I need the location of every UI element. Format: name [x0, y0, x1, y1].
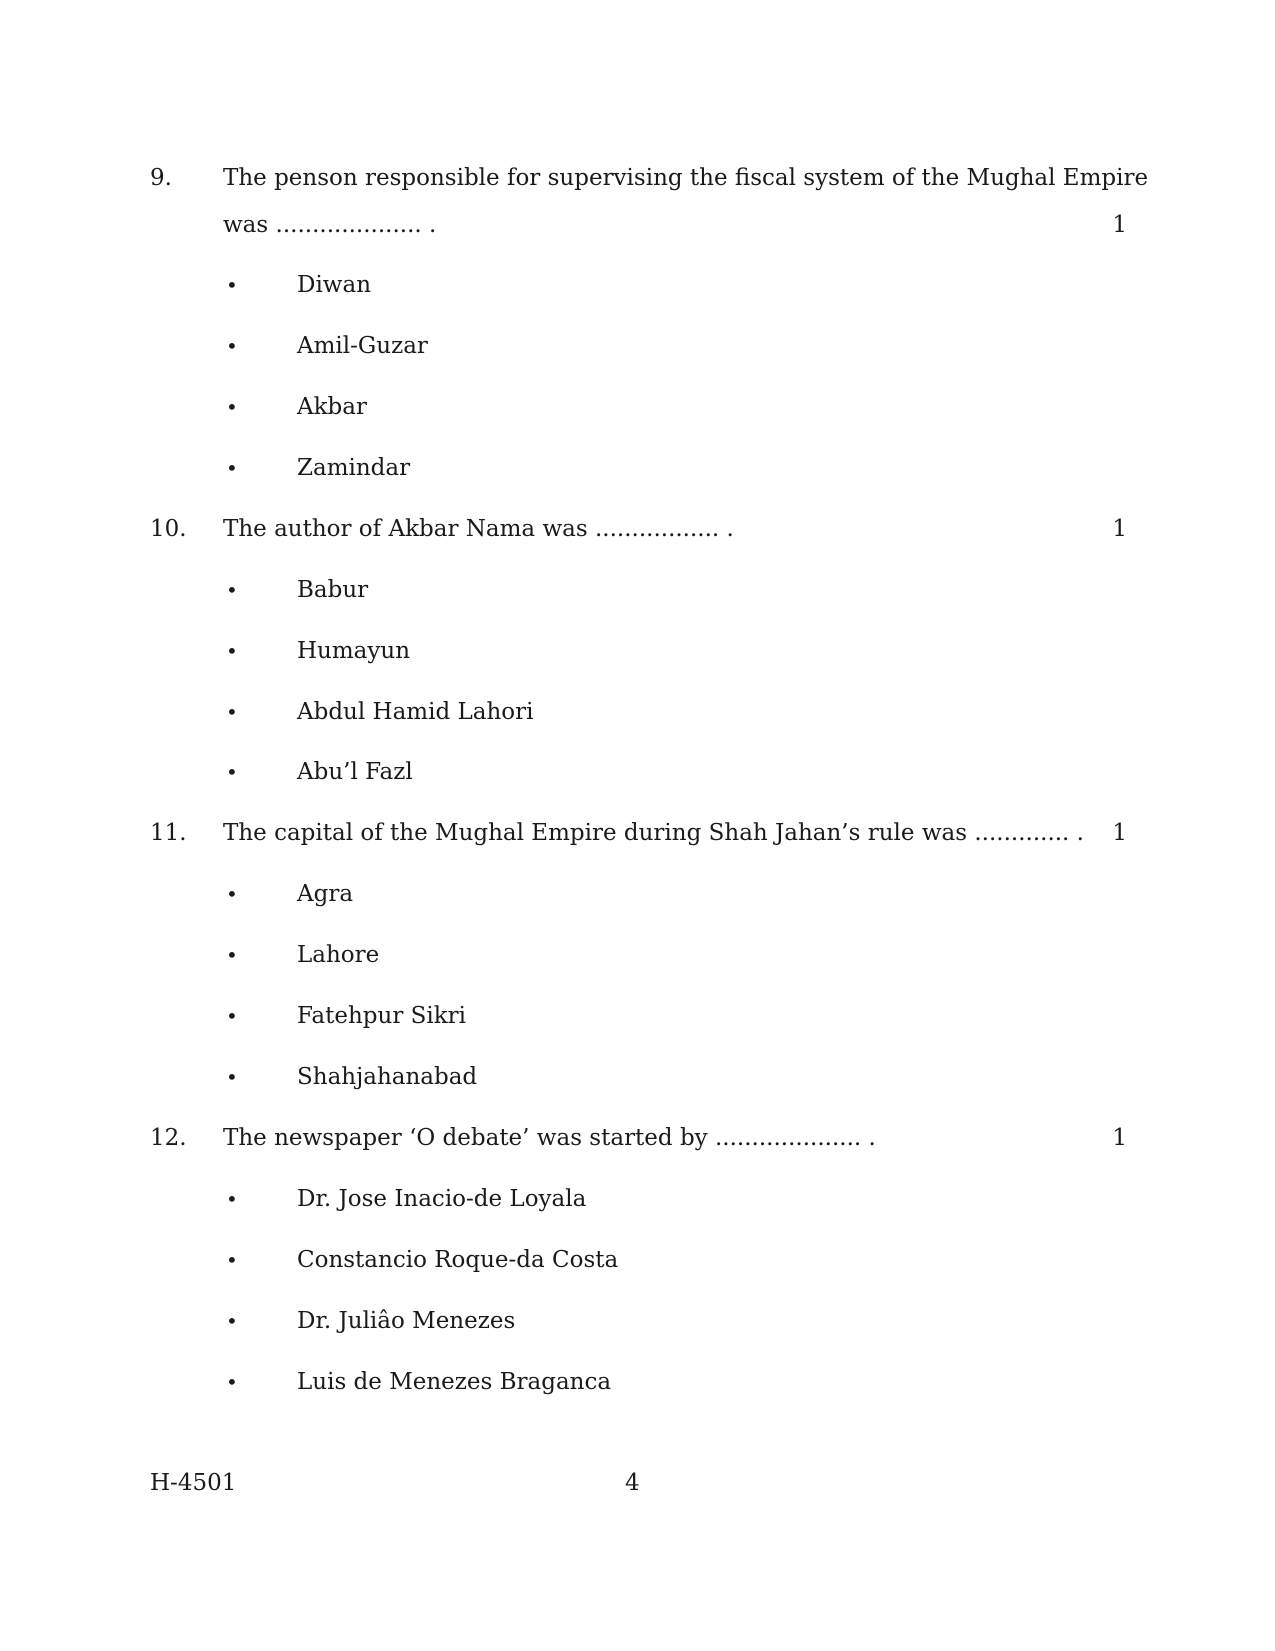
option-text: Zamindar [297, 455, 411, 481]
option-text: Lahore [297, 942, 380, 968]
bullet-icon: • [226, 1248, 238, 1272]
option-text: Fatehpur Sikri [297, 1003, 467, 1029]
option-text: Abu’l Fazl [297, 759, 413, 785]
option-text: Agra [297, 881, 354, 907]
bullet-icon: • [226, 395, 238, 419]
question-number: 12. [150, 1125, 187, 1151]
bullet-icon: • [226, 1065, 238, 1089]
bullet-icon: • [226, 639, 238, 663]
option-text: Luis de Menezes Braganca [297, 1369, 612, 1395]
option-text: Shahjahanabad [297, 1064, 478, 1090]
bullet-icon: • [226, 1370, 238, 1394]
paper-code: H-4501 [150, 1470, 237, 1496]
page-number: 4 [625, 1470, 640, 1496]
option-text: Akbar [297, 394, 367, 420]
option-text: Dr. Jose Inacio-de Loyala [297, 1186, 587, 1212]
bullet-icon: • [226, 334, 238, 358]
bullet-icon: • [226, 1309, 238, 1333]
bullet-icon: • [226, 1004, 238, 1028]
bullet-icon: • [226, 700, 238, 724]
question-text-continued: was .................... . [223, 212, 437, 238]
question-number: 10. [150, 516, 187, 542]
bullet-icon: • [226, 578, 238, 602]
question-number: 9. [150, 165, 172, 191]
question-marks: 1 [1112, 516, 1127, 542]
bullet-icon: • [226, 273, 238, 297]
option-text: Amil-Guzar [297, 333, 428, 359]
question-text: The author of Akbar Nama was ................. . [223, 516, 734, 542]
question-marks: 1 [1112, 212, 1127, 238]
option-text: Babur [297, 577, 369, 603]
question-text: The capital of the Mughal Empire during Shah Jahan’s rule was ............. . [223, 820, 1084, 846]
option-text: Constancio Roque-da Costa [297, 1247, 619, 1273]
bullet-icon: • [226, 760, 238, 784]
bullet-icon: • [226, 1187, 238, 1211]
question-marks: 1 [1112, 1125, 1127, 1151]
option-text: Abdul Hamid Lahori [297, 699, 534, 725]
option-text: Humayun [297, 638, 411, 664]
question-marks: 1 [1112, 820, 1127, 846]
bullet-icon: • [226, 882, 238, 906]
option-text: Diwan [297, 272, 372, 298]
bullet-icon: • [226, 456, 238, 480]
option-text: Dr. Juliâo Menezes [297, 1308, 516, 1334]
question-text: The newspaper ‘O debate’ was started by .................... . [223, 1125, 876, 1151]
question-number: 11. [150, 820, 187, 846]
question-text: The penson responsible for supervising the fiscal system of the Mughal Empire [223, 165, 1149, 191]
bullet-icon: • [226, 943, 238, 967]
